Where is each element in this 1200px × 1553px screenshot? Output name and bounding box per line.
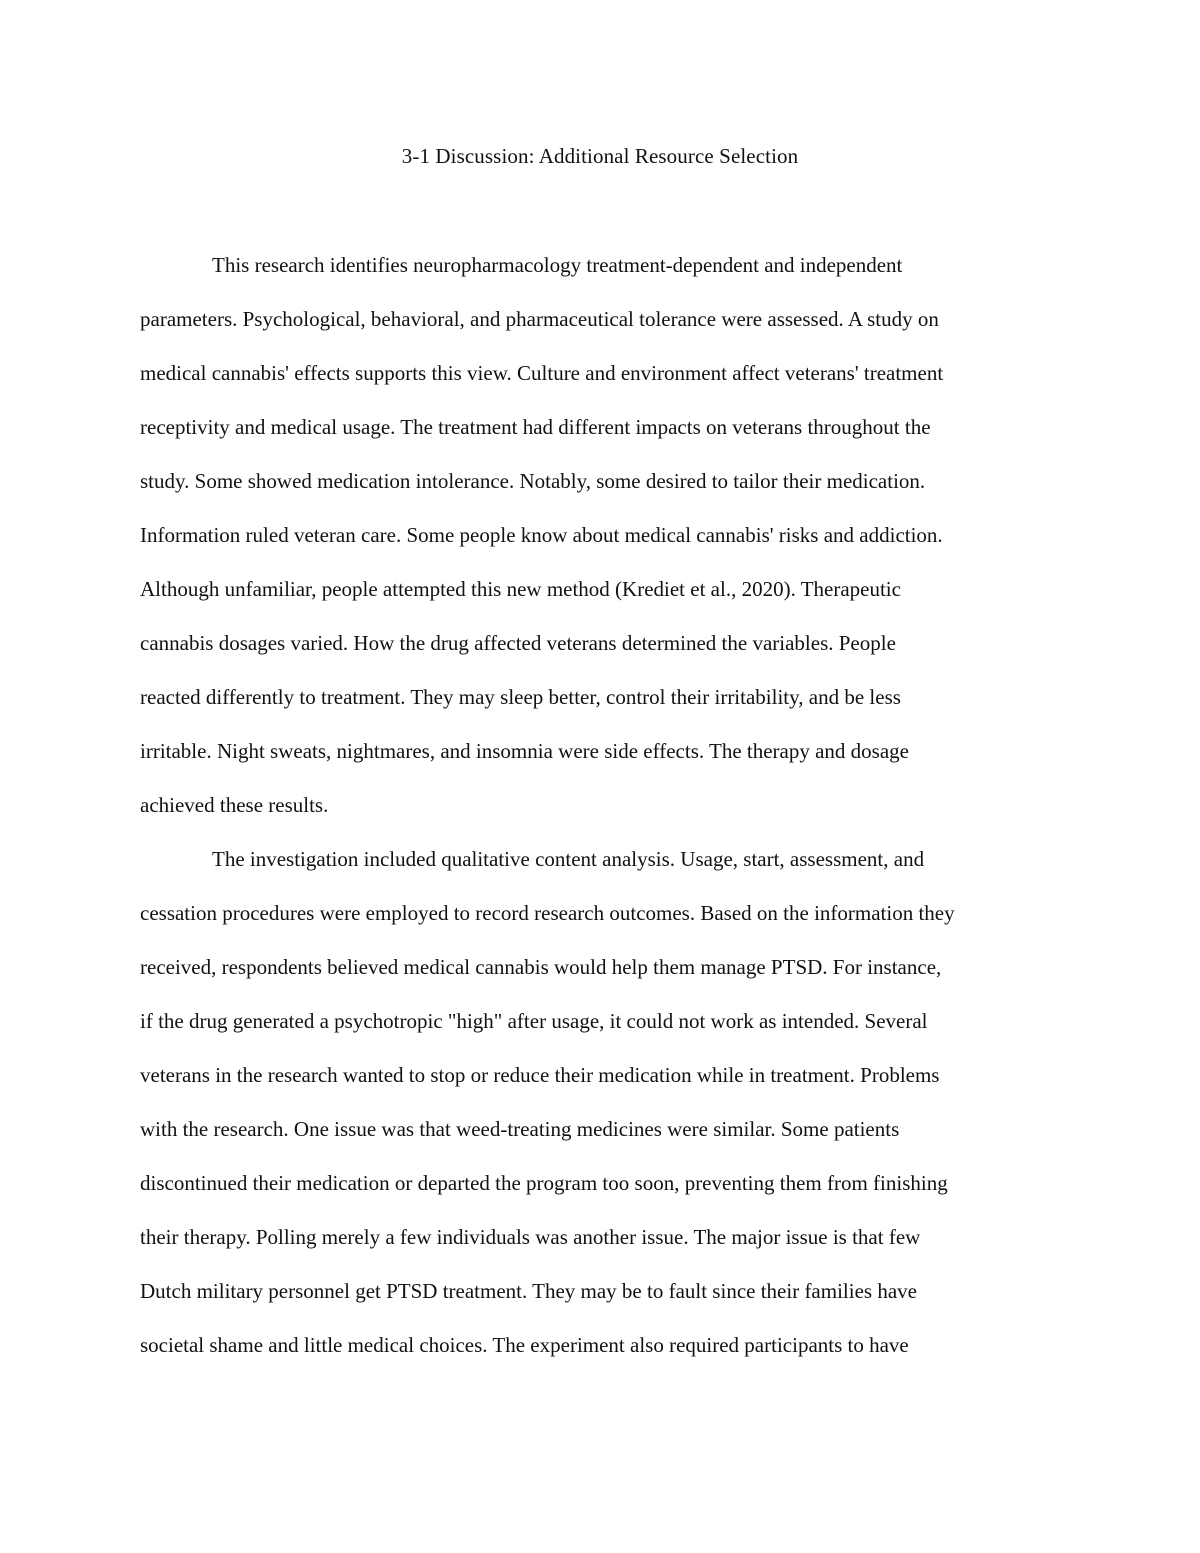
paragraph-line: societal shame and little medical choices. The experiment also required participants to have (140, 1333, 909, 1357)
paragraph-line: received, respondents believed medical cannabis would help them manage PTSD. For instance, (140, 955, 942, 979)
paragraph-line: cannabis dosages varied. How the drug affected veterans determined the variables. People (140, 631, 896, 655)
paragraph-line: This research identifies neuropharmacology treatment-dependent and independent (212, 253, 903, 277)
document-title: 3-1 Discussion: Additional Resource Selection (401, 144, 799, 168)
paragraph-line: parameters. Psychological, behavioral, and pharmaceutical tolerance were assessed. A study on (140, 307, 939, 331)
paragraph-line: medical cannabis' effects supports this view. Culture and environment affect veterans' treatment (140, 361, 944, 385)
paragraph-line: The investigation included qualitative content analysis. Usage, start, assessment, and (212, 847, 925, 871)
paragraph-line: receptivity and medical usage. The treatment had different impacts on veterans throughout the (140, 415, 931, 439)
paragraph-line: with the research. One issue was that weed-treating medicines were similar. Some patients (140, 1117, 900, 1141)
paragraph-line: Although unfamiliar, people attempted this new method (Krediet et al., 2020). Therapeutic (140, 577, 901, 601)
paragraph-line: reacted differently to treatment. They may sleep better, control their irritability, and be less (140, 685, 901, 709)
paragraph-line: their therapy. Polling merely a few individuals was another issue. The major issue is that few (140, 1225, 921, 1249)
paragraph-line: achieved these results. (140, 793, 329, 817)
paragraph-line: discontinued their medication or departed the program too soon, preventing them from finishing (140, 1171, 948, 1195)
paragraph-line: Dutch military personnel get PTSD treatment. They may be to fault since their families have (140, 1279, 917, 1303)
paragraph-line: irritable. Night sweats, nightmares, and insomnia were side effects. The therapy and dosage (140, 739, 909, 763)
paragraph-line: Information ruled veteran care. Some people know about medical cannabis' risks and addiction. (140, 523, 943, 547)
paragraph-line: cessation procedures were employed to record research outcomes. Based on the information they (140, 901, 955, 925)
paragraph-line: veterans in the research wanted to stop or reduce their medication while in treatment. Problems (140, 1063, 940, 1087)
paragraph-line: if the drug generated a psychotropic "high" after usage, it could not work as intended. Several (140, 1009, 928, 1033)
paragraph-line: study. Some showed medication intolerance. Notably, some desired to tailor their medication. (140, 469, 926, 493)
